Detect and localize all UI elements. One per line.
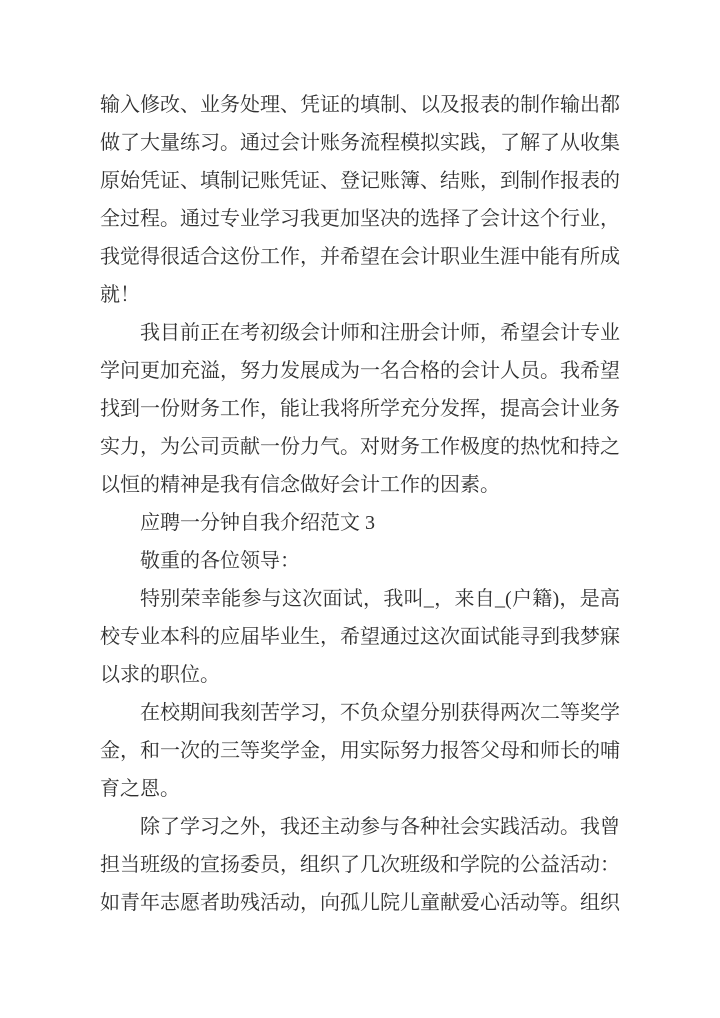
paragraph-salutation: 敬重的各位领导： (140, 550, 300, 572)
document-text-block (100, 86, 620, 922)
paragraph-accounting-practice: 输入修改、业务处理、凭证的填制、以及报表的制作输出都做了大量练习。通过会计账务流程模拟实践，了解了从收集原始凭证、填制记账凭证、登记账簿、结账，到制作报表的全过程。通过专业学习我更加坚决的选择了会计这个行业，我觉得很适合这份工作，并希望在会计职业生涯中能有所成就！ (100, 94, 620, 306)
paragraph-certification-goals: 我目前正在考初级会计师和注册会计师，希望会计专业学问更加充溢，努力发展成为一名合格的会计人员。我希望找到一份财务工作，能让我将所学充分发挥，提高会计业务实力，为公司贡献一份力气。对财务工作极度的热忱和持之以恒的精神是我有信念做好会计工作的因素。 (100, 322, 620, 496)
section-heading-sample-3: 应聘一分钟自我介绍范文 3 (140, 512, 375, 534)
paragraph-social-activities: 除了学习之外，我还主动参与各种社会实践活动。我曾担当班级的宣扬委员，组织了几次班级和学院的公益活动：如青年志愿者助残活动，向孤儿院儿童献爱心活动等。组织 (100, 816, 620, 914)
paragraph-scholarships: 在校期间我刻苦学习，不负众望分别获得两次二等奖学金，和一次的三等奖学金，用实际努力报答父母和师长的哺育之恩。 (100, 702, 620, 800)
paragraph-self-introduction: 特别荣幸能参与这次面试，我叫_，来自_(户籍)，是高校专业本科的应届毕业生，希望通过这次面试能寻到我梦寐以求的职位。 (100, 588, 620, 686)
